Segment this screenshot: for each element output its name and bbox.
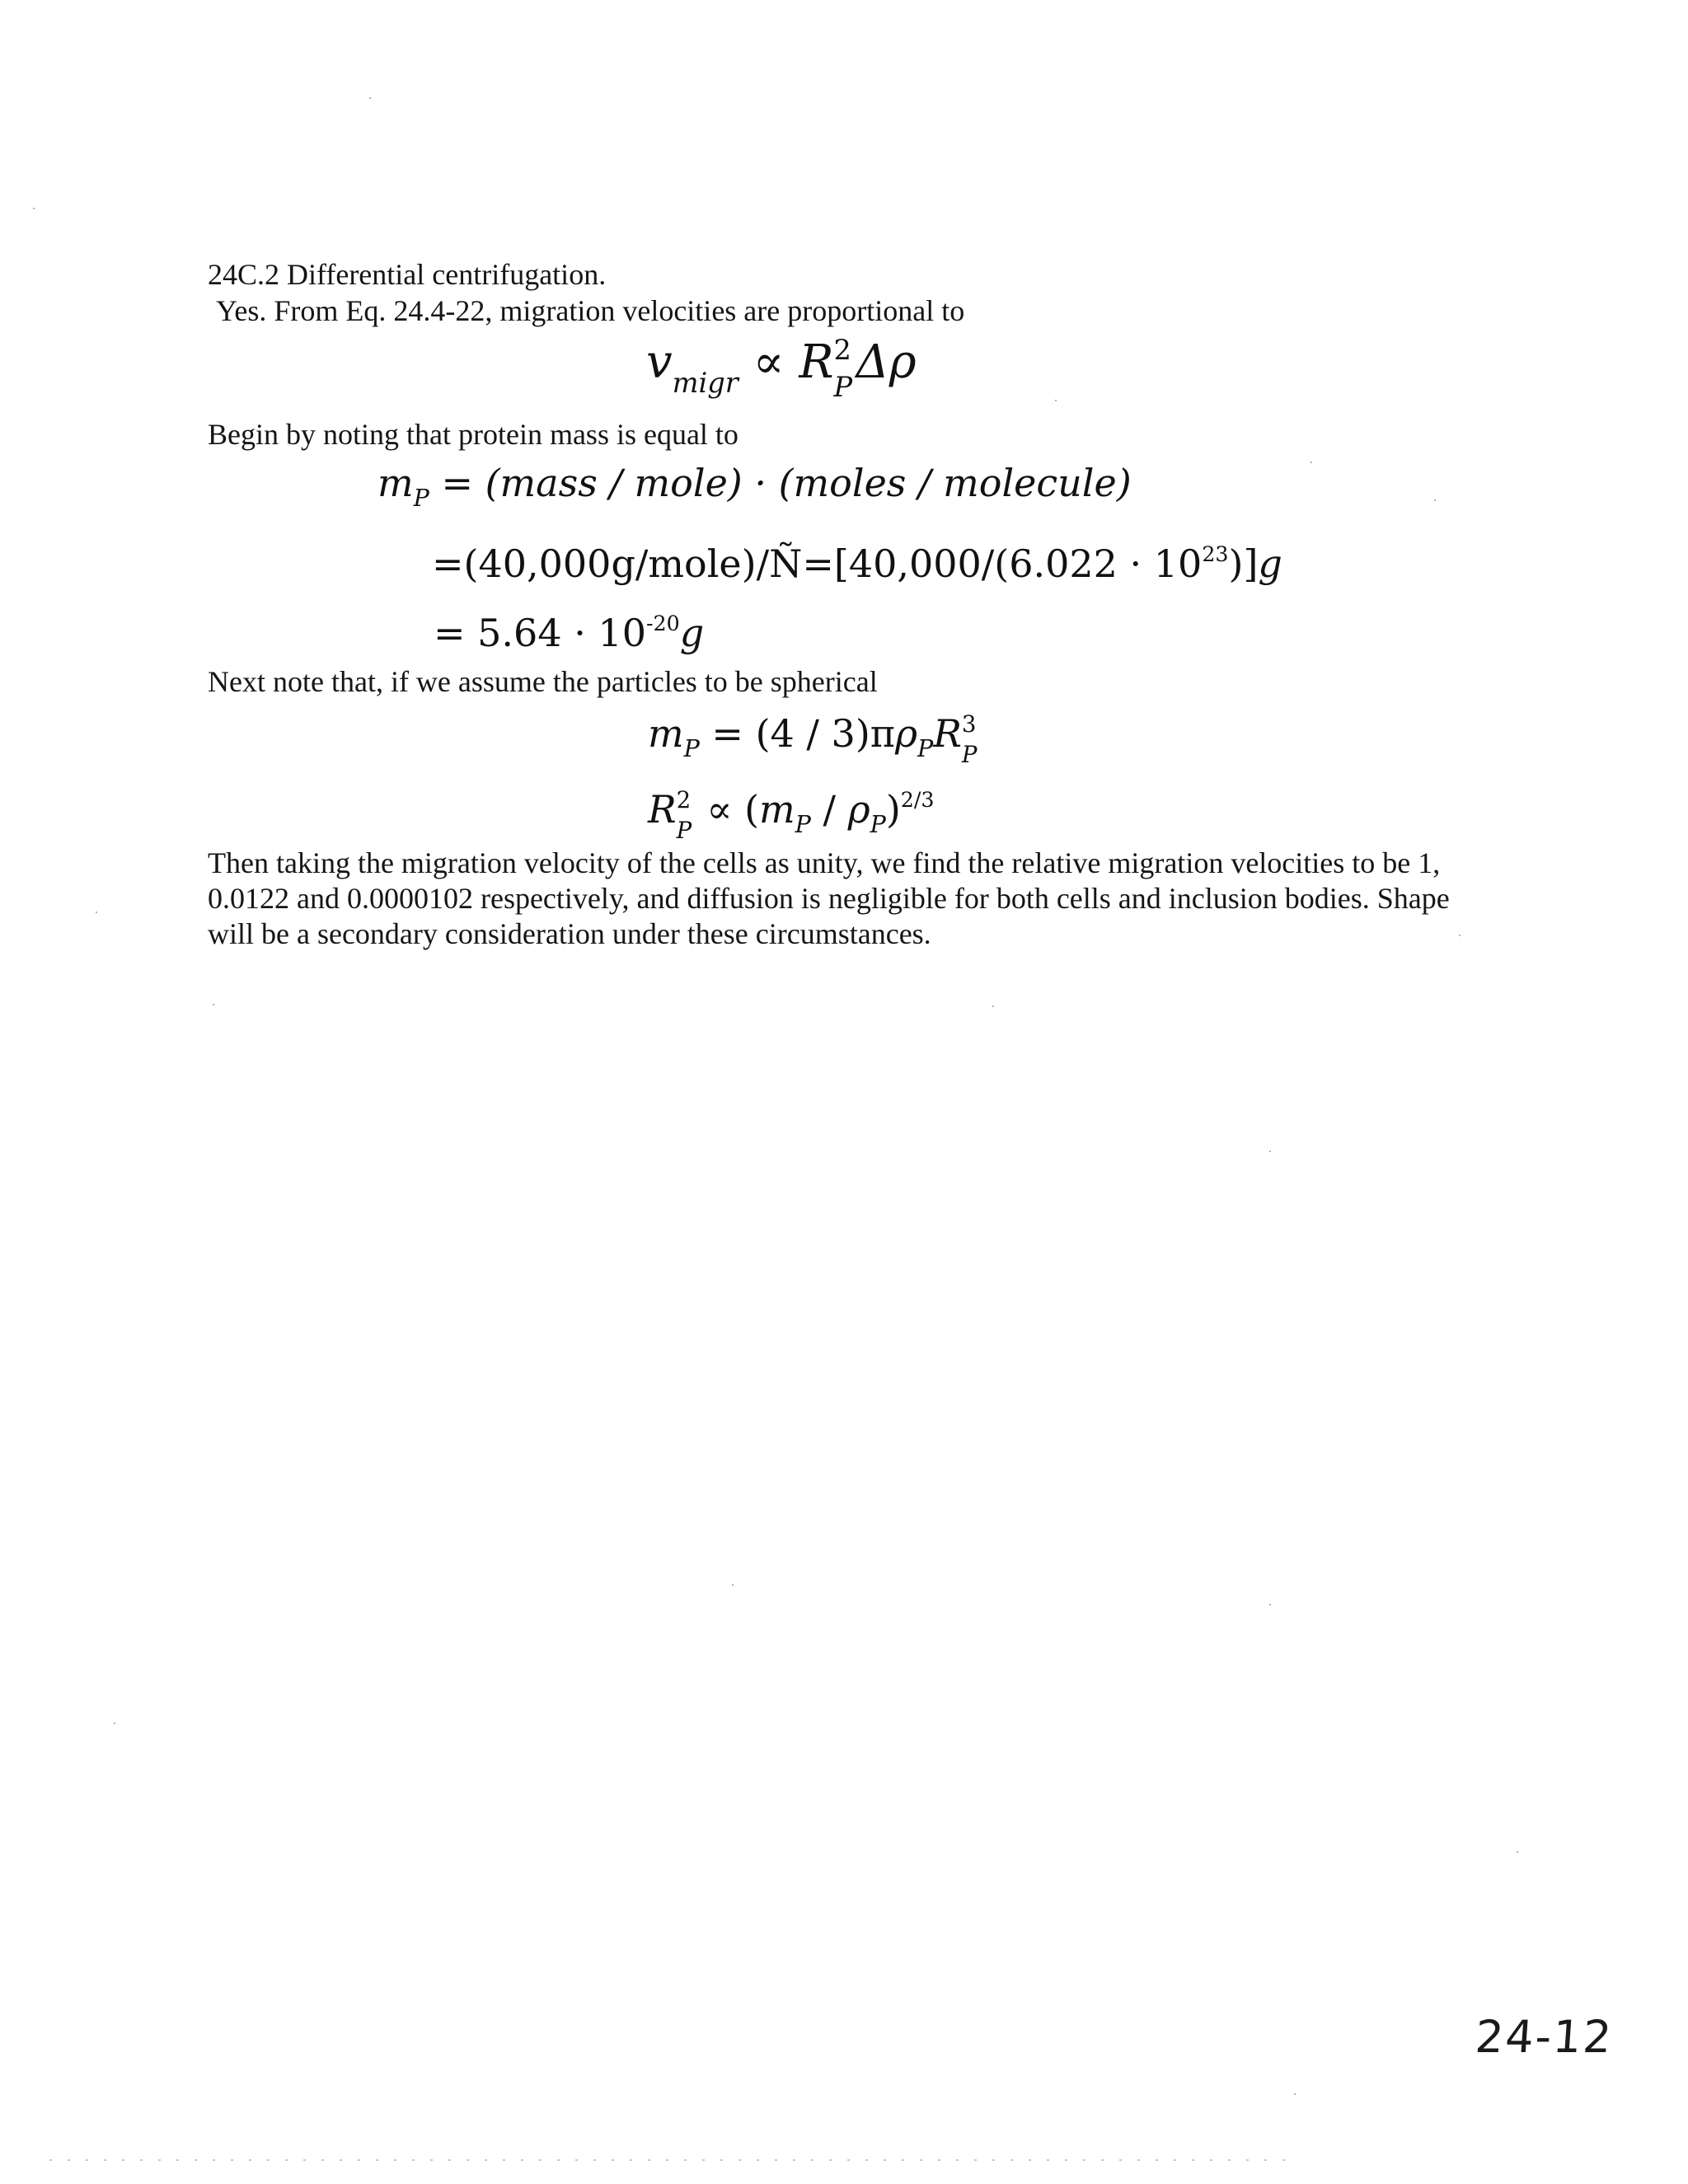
eq6-R-superscript: 2 bbox=[676, 785, 692, 813]
scan-speck bbox=[992, 1005, 994, 1007]
equation-mass-result bbox=[434, 610, 704, 663]
eq5-R: R bbox=[933, 711, 962, 756]
eq6-prop: ∝ ( bbox=[694, 787, 760, 832]
eq5-rho: ρ bbox=[895, 711, 918, 756]
scan-speck bbox=[213, 1004, 214, 1005]
eq1-R-subscript: P bbox=[833, 370, 853, 403]
eq4-lead: = 5.64 · 10 bbox=[434, 611, 646, 655]
conclusion-paragraph: Then taking the migration velocity of the cells as unity, we find the relative migration velocities to be 1, 0.0122 and 0.0000102 respectively, and diffusion is negligible for both cells and inclusion bodies. Shape will be a secondary consideration under these circumstances. bbox=[208, 846, 1450, 950]
scan-speck bbox=[1434, 499, 1436, 501]
eq1-R: R bbox=[799, 335, 834, 389]
begin-line: Begin by noting that protein mass is equal to bbox=[208, 418, 738, 451]
scan-edge-noise bbox=[49, 2159, 1286, 2161]
eq6-m: m bbox=[759, 787, 795, 832]
scan-speck bbox=[1311, 462, 1312, 463]
eq6-close: ) bbox=[885, 787, 901, 832]
scan-speck bbox=[114, 1722, 115, 1724]
scan-speck bbox=[1055, 400, 1057, 401]
equation-sphere-mass bbox=[648, 710, 980, 768]
equation-migration-velocity bbox=[646, 333, 917, 403]
equation-radius-proportionality bbox=[648, 785, 935, 844]
eq5-R-subscript: P bbox=[961, 740, 978, 768]
scan-speck bbox=[369, 97, 371, 99]
eq1-v-subscript: migr bbox=[672, 367, 738, 400]
eq6-exponent: 2/3 bbox=[900, 788, 935, 813]
eq6-slash: / bbox=[810, 787, 848, 832]
eq6-R: R bbox=[648, 787, 677, 832]
scan-speck bbox=[732, 1584, 734, 1586]
eq5-R-superscript: 3 bbox=[961, 710, 977, 738]
eq4-g: g bbox=[679, 611, 705, 655]
equation-mass-calculation bbox=[432, 541, 1282, 593]
eq6-R-subscript: P bbox=[676, 816, 692, 844]
scan-speck bbox=[1294, 2093, 1296, 2095]
scan-speck bbox=[1269, 1151, 1271, 1152]
intro-line: Yes. From Eq. 24.4-22, migration velocities are proportional to bbox=[216, 294, 965, 327]
eq5-mid: = (4 / 3)π bbox=[699, 711, 895, 756]
eq1-R-superscript: 2 bbox=[833, 333, 851, 366]
eq5-m-subscript: P bbox=[683, 734, 700, 762]
eq6-m-subscript: P bbox=[795, 810, 811, 838]
eq6-rho: ρ bbox=[847, 787, 870, 832]
eq3-tail: )] bbox=[1228, 541, 1259, 586]
eq5-m: m bbox=[648, 711, 684, 756]
eq2-m: m bbox=[377, 461, 414, 505]
equation-protein-mass bbox=[377, 460, 1132, 512]
scan-speck bbox=[96, 912, 97, 913]
eq3-lead: =(40,000g/mole)/Ñ=[40,000/(6.022 · 10 bbox=[432, 541, 1203, 586]
eq6-rho-subscript: P bbox=[870, 810, 886, 838]
scan-speck bbox=[1269, 1604, 1271, 1605]
scan-speck bbox=[1459, 935, 1461, 936]
eq1-delta-rho: Δρ bbox=[856, 335, 917, 389]
section-heading: 24C.2 Differential centrifugation. bbox=[208, 258, 607, 291]
scan-speck bbox=[33, 208, 35, 209]
eq2-m-subscript: P bbox=[413, 484, 429, 512]
next-line: Next note that, if we assume the particles to be spherical bbox=[208, 665, 878, 698]
page-number: 24-12 bbox=[1473, 2011, 1615, 2063]
eq1-proportional: ∝ bbox=[753, 335, 785, 389]
eq4-exponent: -20 bbox=[646, 612, 680, 636]
eq5-rho-subscript: P bbox=[917, 734, 934, 762]
eq2-rhs: = (mass / mole) · (moles / molecule) bbox=[441, 461, 1132, 505]
eq3-g: g bbox=[1258, 541, 1282, 586]
scan-speck bbox=[1517, 1851, 1518, 1853]
eq1-v: v bbox=[646, 335, 673, 389]
eq3-exponent: 23 bbox=[1202, 542, 1229, 567]
